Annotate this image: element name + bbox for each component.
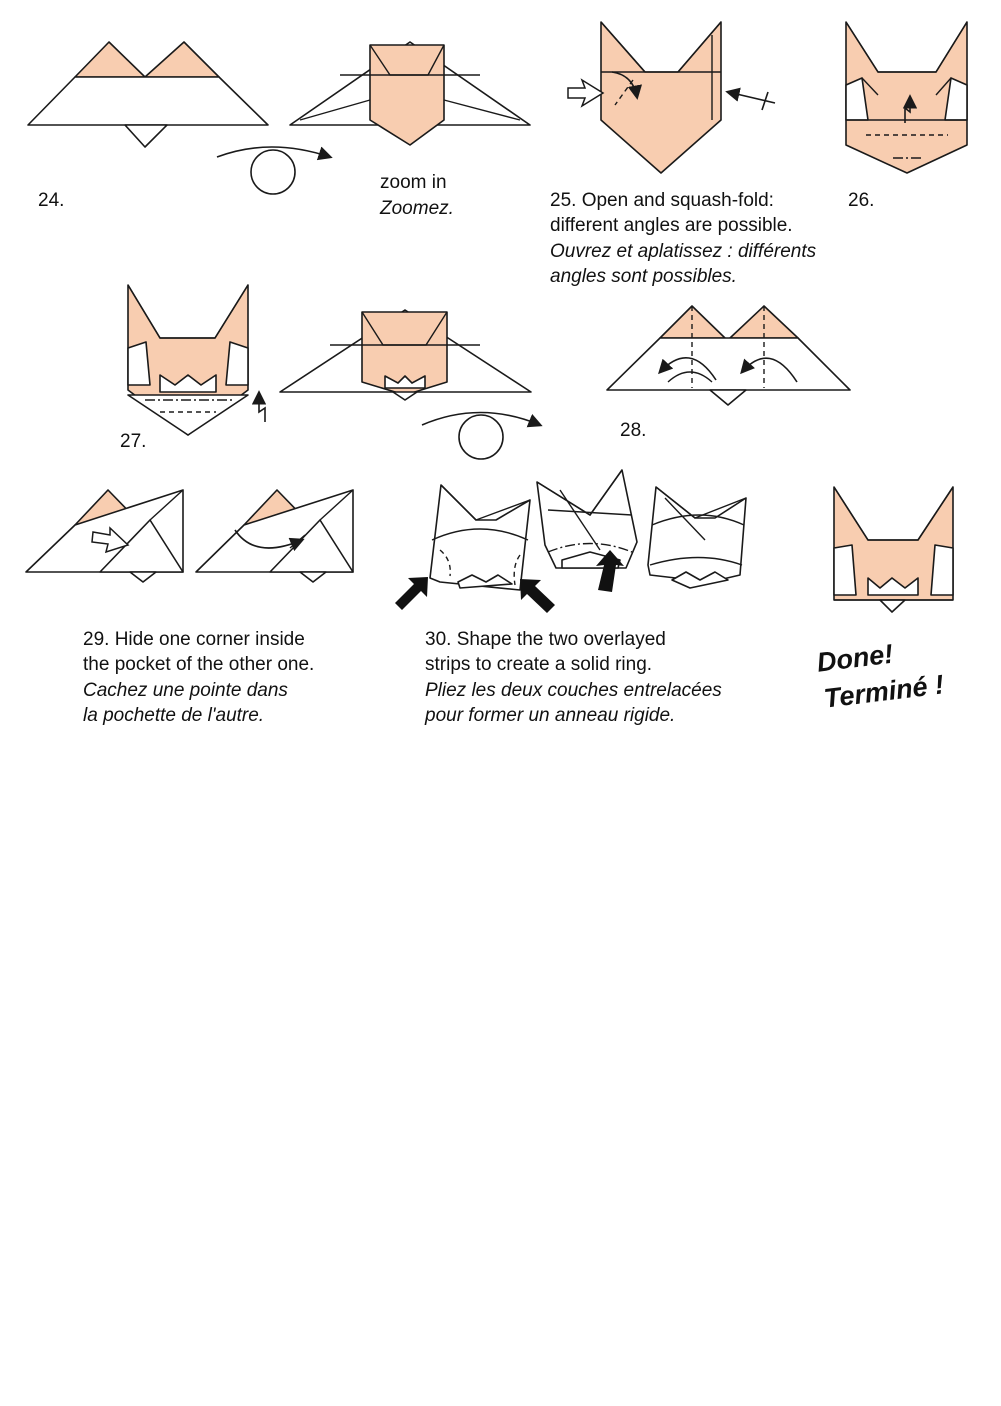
step-29-caption-en-2: the pocket of the other one. [83, 654, 315, 675]
step-27-number: 27. [120, 431, 147, 452]
step-25-model [601, 22, 721, 173]
finished-fox-model [834, 487, 953, 612]
step-25-caption-fr-1: Ouvrez et aplatissez : différents [550, 241, 817, 262]
step-24-model-front [28, 42, 268, 147]
done-label-fr: Terminé ! [822, 669, 946, 714]
step-30-model-a [430, 485, 530, 590]
step-29-model-b [196, 490, 353, 582]
step-25-caption-en-2: different angles are possible. [550, 215, 793, 236]
step-30-caption-fr-2: pour former un anneau rigide. [425, 705, 676, 726]
step-30-caption-fr-1: Pliez les deux couches entrelacées [425, 680, 722, 701]
step-30-model-c [648, 487, 746, 588]
turn-over-symbol-2 [422, 413, 540, 460]
zoom-label-en: zoom in [380, 172, 447, 193]
step-25-number: 25. [550, 190, 577, 211]
step-30-caption-en-2: strips to create a solid ring. [425, 654, 653, 675]
step-29-caption-fr-2: la pochette de l'autre. [83, 705, 265, 726]
push-arrow-icon [568, 80, 603, 106]
step-29-model-a [26, 490, 183, 582]
step-28-model [607, 306, 850, 405]
step-25-text-en-1: Open and squash-fold: [581, 190, 774, 211]
step-26-number: 26. [848, 190, 875, 211]
turn-over-symbol-1 [217, 147, 330, 194]
step-28-number: 28. [620, 420, 647, 441]
step-29-caption-en-1: 29. Hide one corner inside [83, 629, 305, 650]
pull-arrow-icon [728, 92, 775, 110]
step-26-model [846, 22, 967, 173]
step-24-number: 24. [38, 190, 65, 211]
push-arrow-left-icon [395, 577, 428, 610]
step-25-caption-en-1 [550, 188, 774, 213]
step-25-caption-fr-2: angles sont possibles. [550, 266, 737, 287]
step-29-caption-fr-1: Cachez une pointe dans [83, 680, 288, 701]
step-27-model [128, 285, 265, 435]
step-27-model-back [280, 310, 531, 400]
push-arrow-right-icon [520, 579, 555, 613]
zoom-label-fr: Zoomez. [380, 198, 454, 219]
step-30-caption-en-1: 30. Shape the two overlayed [425, 629, 666, 650]
done-label-en: Done! [815, 638, 895, 678]
step-30-model-b [537, 470, 637, 568]
step-24-model-back [290, 42, 530, 145]
